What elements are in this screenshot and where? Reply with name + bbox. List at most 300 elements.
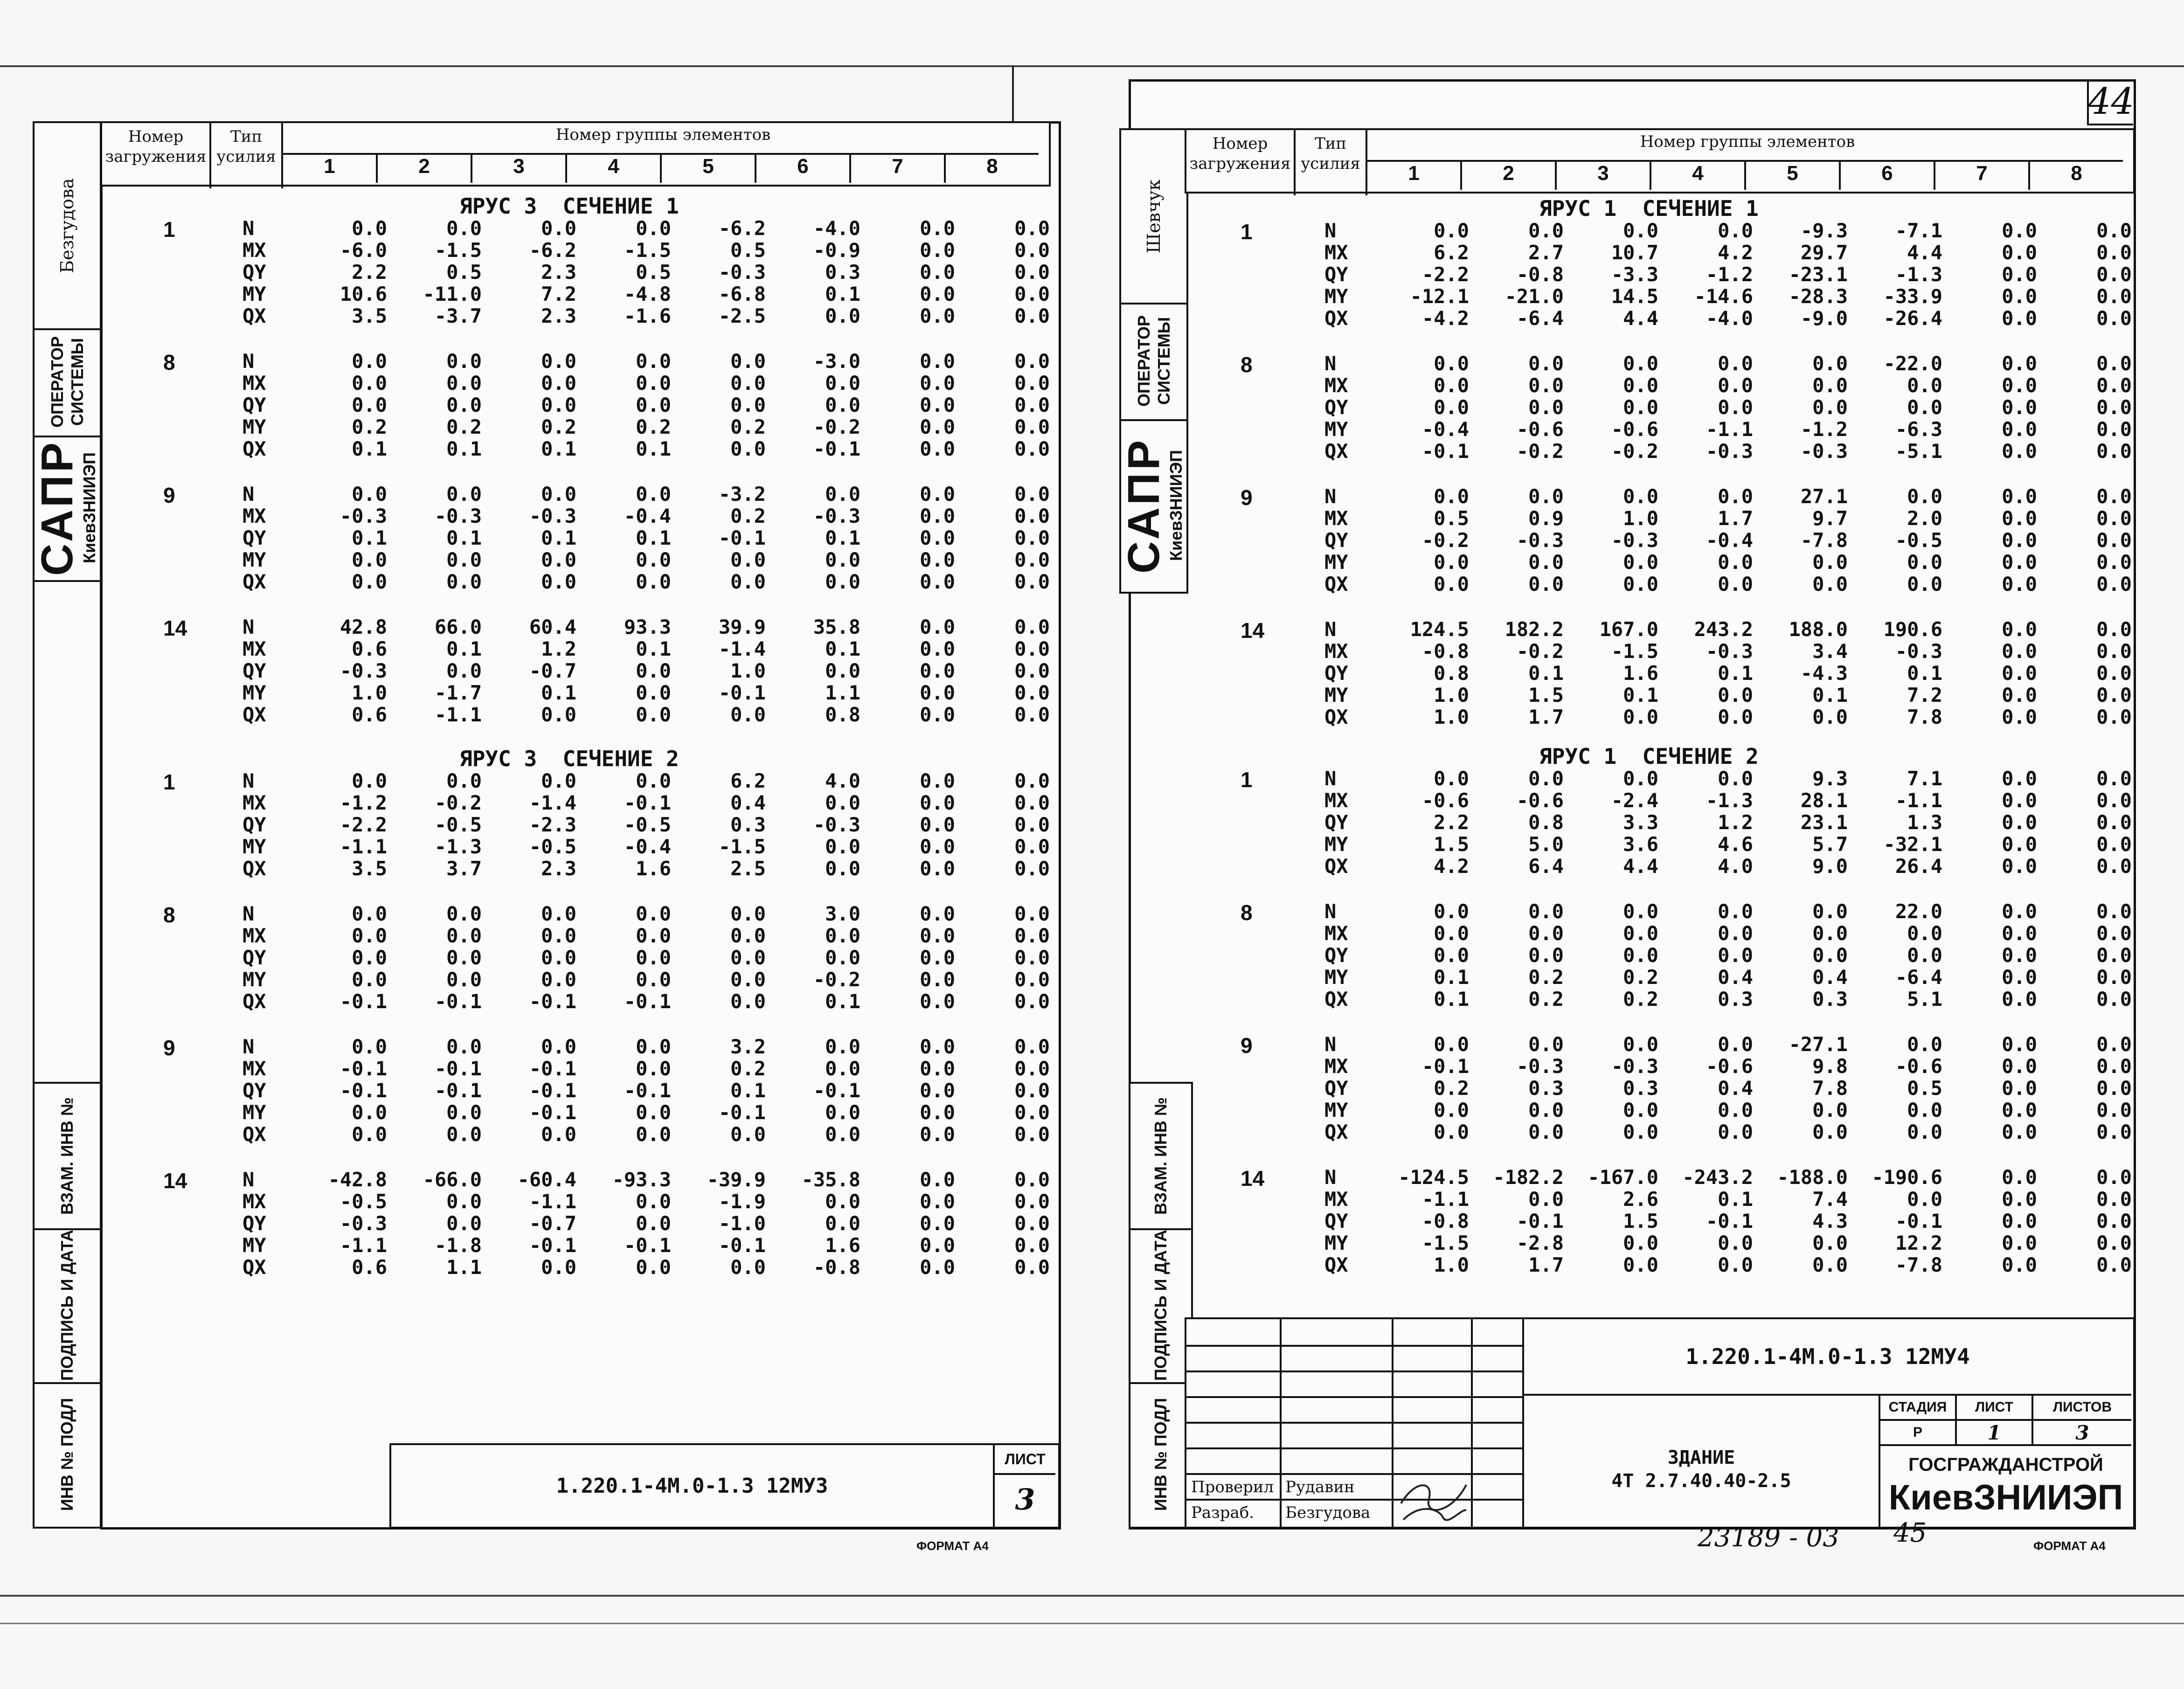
right-value-cell: 0.0 [2002,529,2037,552]
left-value-cell: 2.2 [352,261,387,284]
right-value-cell: 0.0 [1623,396,1658,419]
left-value-cell: 3.5 [352,857,387,880]
left-section-title: ЯРУС 3 СЕЧЕНИЕ 2 [459,746,679,771]
left-force-label: N [243,350,255,373]
left-value-cell: 0.0 [352,394,387,416]
left-value-cell: -0.3 [529,505,576,527]
right-value-cell: 0.3 [1718,988,1753,1011]
right-value-cell: 0.0 [1528,1099,1564,1121]
left-force-label: QX [243,437,266,460]
left-value-cell: 0.0 [352,372,387,395]
left-force-label: MX [243,239,266,262]
right-value-cell: 0.0 [1623,551,1658,574]
sapr-logo [32,439,99,576]
left-value-cell: 0.0 [920,261,955,284]
left-value-cell: 0.0 [920,483,955,505]
left-value-cell: 0.3 [730,813,766,836]
right-force-label: MY [1324,418,1348,441]
right-value-cell: -0.3 [1516,529,1564,552]
right-force-label: QX [1324,988,1348,1011]
right-value-cell: 7.2 [1907,684,1942,706]
left-value-cell: 0.0 [1014,1168,1050,1191]
right-value-cell: -0.8 [1516,263,1564,286]
right-value-cell: 0.0 [1623,706,1658,728]
right-value-cell: 0.1 [1434,988,1469,1011]
right-value-cell: 2.2 [1434,811,1469,834]
right-value-cell: 0.1 [1434,966,1469,989]
tb-grid-h1 [1186,1345,1522,1347]
right-value-cell: -33.9 [1883,285,1942,308]
right-value-cell: 0.0 [1718,1253,1753,1276]
left-value-cell: 0.0 [352,769,387,792]
right-value-cell: 23.1 [1800,811,1848,834]
org-line-2: КиевЗНИИЭП [1888,1478,2123,1517]
left-value-cell: 0.0 [920,857,955,880]
left-value-cell: 0.0 [920,239,955,262]
strip-name-text-r: Шевчук [1144,179,1164,254]
right-value-cell: -7.1 [1895,219,1942,242]
right-section-title: ЯРУС 1 СЕЧЕНИЕ 1 [1539,196,1759,221]
right-value-cell: 0.0 [2096,551,2132,574]
left-force-label: N [243,1035,255,1058]
left-value-cell: 0.1 [825,283,860,305]
left-value-cell: 0.0 [541,1035,576,1058]
right-value-cell: 0.0 [1434,1099,1469,1121]
right-force-label: MY [1324,684,1348,706]
left-value-cell: 0.0 [730,1123,766,1146]
right-value-cell: 0.0 [1528,1033,1564,1056]
left-group-number-6: 6 [756,153,851,183]
header-force-type: Тип усилия [211,123,283,188]
right-value-cell: 1.7 [1528,706,1564,728]
right-value-cell: 0.0 [2096,922,2132,945]
left-value-cell: 0.0 [920,1035,955,1058]
left-value-cell: -0.1 [718,681,766,704]
left-value-cell: 0.0 [920,505,955,527]
org-line-1: ГОСГРАЖДАНСТРОЙ [1908,1454,2103,1475]
right-value-cell: 1.7 [1718,507,1753,530]
right-value-cell: 0.0 [2002,1077,2037,1100]
tb-developed-name: Безгудова [1285,1503,1371,1522]
strip-podpis-text-r: ПОДПИСЬ И ДАТА [1151,1229,1170,1381]
right-value-cell: 0.0 [1718,551,1753,574]
handwritten-page: 45 [1893,1518,1927,1548]
right-value-cell: 6.2 [1434,241,1469,264]
left-value-cell: 0.0 [1014,372,1050,395]
right-value-cell: 0.0 [1528,1188,1564,1211]
left-value-cell: -0.4 [624,835,671,858]
left-force-label: MY [243,1101,266,1124]
right-value-cell: 5.1 [1907,988,1942,1011]
left-load-number: 14 [163,1169,187,1193]
right-value-cell: 0.0 [2096,396,2132,419]
left-value-cell: -60.4 [517,1168,576,1191]
left-value-cell: 0.0 [920,350,955,373]
right-value-cell: -167.0 [1588,1166,1658,1189]
right-value-cell: 0.0 [1434,374,1469,397]
left-value-cell: -0.1 [340,1057,387,1080]
right-value-cell: 2.0 [1907,507,1942,530]
left-value-cell: 3.2 [730,1035,766,1058]
right-value-cell: -0.1 [1421,440,1469,463]
right-value-cell: 0.0 [2002,241,2037,264]
tb-grid-h6 [1186,1473,1522,1475]
strip-cell-sapr-r [1121,419,1186,592]
right-value-cell: -6.3 [1895,418,1942,441]
left-value-cell: 0.2 [541,415,576,438]
stage-value: Р [1880,1421,1957,1446]
scan-edge-bottom-2 [0,1623,2184,1624]
left-value-cell: -1.5 [718,835,766,858]
left-value-cell: 0.0 [541,703,576,726]
strip-operator-text: ОПЕРАТОР СИСТЕМЫ [47,336,87,428]
right-value-cell: 1.0 [1434,1253,1469,1276]
right-value-cell: 27.1 [1800,485,1848,508]
left-value-cell: 1.0 [352,681,387,704]
left-value-cell: 0.0 [920,946,955,969]
left-value-cell: 0.0 [636,372,671,395]
right-value-cell: 6.4 [1528,855,1564,878]
left-value-cell: 0.0 [446,350,482,373]
right-value-cell: 0.0 [2096,485,2132,508]
right-value-cell: 0.0 [2096,662,2132,685]
signature-mark [1396,1475,1471,1524]
left-value-cell: 0.0 [636,902,671,925]
left-value-cell: 0.0 [920,902,955,925]
left-value-cell: 0.0 [920,703,955,726]
right-value-cell: 0.0 [1907,944,1942,967]
right-value-cell: 0.8 [1434,662,1469,685]
right-value-cell: 0.0 [1623,922,1658,945]
right-value-cell: 0.0 [2002,640,2037,663]
right-value-cell: 1.5 [1434,833,1469,856]
right-group-number-4: 4 [1651,160,1746,190]
right-value-cell: 0.0 [2002,285,2037,308]
right-doc-code: 1.220.1-4М.0-1.3 12МУ4 [1524,1319,2131,1396]
right-value-cell: 0.0 [2002,485,2037,508]
left-value-cell: 0.0 [825,570,860,593]
right-value-cell: 0.0 [1623,767,1658,790]
right-value-cell: 0.0 [2096,988,2132,1011]
sheets-value: 3 [2033,1421,2131,1446]
right-value-cell: 0.0 [2096,789,2132,812]
left-value-cell: 0.0 [1014,681,1050,704]
left-title-block [389,1443,1060,1529]
left-value-cell: -0.1 [529,1079,576,1102]
left-value-cell: 35.8 [813,616,860,638]
right-load-number: 8 [1241,900,1253,925]
right-value-cell: 0.0 [1528,573,1564,595]
right-value-cell: 0.2 [1434,1077,1469,1100]
left-value-cell: 0.0 [920,791,955,814]
left-group-number-2: 2 [378,153,472,183]
left-value-cell: -3.0 [813,350,860,373]
right-value-cell: 0.0 [1812,1099,1848,1121]
header-load-no: Номер загружения [102,123,211,188]
right-value-cell: 0.0 [1623,219,1658,242]
left-value-cell: -0.5 [434,813,482,836]
left-value-cell: 0.0 [541,968,576,991]
left-value-cell: 0.0 [920,283,955,305]
right-value-cell: 0.0 [2096,440,2132,463]
left-value-cell: 0.0 [1014,1123,1050,1146]
left-value-cell: 0.0 [1014,394,1050,416]
right-force-label: N [1324,485,1337,508]
left-value-cell: -0.1 [718,1101,766,1124]
right-value-cell: 0.0 [2002,1210,2037,1232]
right-force-label: QY [1324,1077,1348,1100]
right-value-cell: -0.2 [1611,440,1658,463]
right-force-label: QY [1324,662,1348,685]
right-value-cell: 0.0 [2002,944,2037,967]
left-format: ФОРМАТ А4 [916,1539,989,1553]
right-value-cell: 0.0 [2096,811,2132,834]
left-value-cell: 0.0 [352,1101,387,1124]
left-value-cell: 0.0 [446,924,482,947]
left-value-cell: -2.5 [718,305,766,327]
right-value-cell: 14.5 [1611,285,1658,308]
left-value-cell: -0.1 [718,526,766,549]
left-value-cell: 0.0 [352,924,387,947]
left-value-cell: 0.1 [636,526,671,549]
left-value-cell: 3.7 [446,857,482,880]
right-value-cell: -21.0 [1505,285,1564,308]
left-value-cell: 0.0 [920,813,955,836]
right-value-cell: 0.0 [1718,900,1753,923]
left-force-label: N [243,1168,255,1191]
right-value-cell: 4.4 [1623,307,1658,330]
right-value-cell: 7.4 [1812,1188,1848,1211]
left-value-cell: 0.1 [825,526,860,549]
tb-grid-h4 [1186,1422,1522,1424]
left-value-cell: 0.1 [541,681,576,704]
left-force-label: QX [243,857,266,880]
left-value-cell: -1.1 [434,703,482,726]
right-value-cell: 0.0 [1434,485,1469,508]
left-table-header [100,121,1051,187]
right-value-cell: 0.0 [1907,485,1942,508]
left-value-cell: -0.2 [813,968,860,991]
right-value-cell: -0.8 [1421,1210,1469,1232]
right-value-cell: 0.0 [2002,966,2037,989]
left-force-label: QX [243,703,266,726]
right-page-corner: 44 [2087,79,2133,125]
left-value-cell: 0.0 [446,570,482,593]
sapr-subtitle: КиевЗНИИЭП [80,452,99,564]
tb-grid-h3 [1186,1396,1522,1398]
left-value-cell: -3.7 [434,305,482,327]
right-load-number: 1 [1241,220,1253,244]
left-value-cell: -0.5 [340,1190,387,1213]
left-value-cell: 0.0 [920,570,955,593]
left-value-cell: -39.9 [707,1168,766,1191]
left-sheet-top-divider [1012,65,1014,121]
right-value-cell: 9.8 [1812,1055,1848,1078]
right-value-cell: 0.0 [1623,944,1658,967]
right-value-cell: 0.0 [2096,855,2132,878]
right-force-label: QX [1324,1121,1348,1143]
right-value-cell: 0.0 [2002,418,2037,441]
right-value-cell: 0.0 [1718,396,1753,419]
right-value-cell: 0.0 [2002,833,2037,856]
left-value-cell: -0.3 [718,261,766,284]
right-value-cell: 182.2 [1505,618,1564,641]
right-value-cell: -0.3 [1800,440,1848,463]
left-value-cell: -4.8 [624,283,671,305]
right-value-cell: 0.0 [1434,767,1469,790]
left-value-cell: -1.3 [434,835,482,858]
left-value-cell: -11.0 [423,283,482,305]
right-value-cell: 0.0 [2002,1055,2037,1078]
left-value-cell: 0.0 [541,350,576,373]
left-value-cell: 0.0 [446,1190,482,1213]
right-force-label: MY [1324,1232,1348,1254]
right-value-cell: -14.6 [1694,285,1753,308]
left-value-cell: 1.0 [730,659,766,682]
left-value-cell: 0.0 [825,548,860,571]
right-value-cell: 0.0 [1528,944,1564,967]
left-value-cell: 0.0 [446,968,482,991]
right-value-cell: -6.4 [1895,966,1942,989]
right-value-cell: -0.3 [1706,640,1753,663]
left-value-cell: -0.1 [340,1079,387,1102]
right-value-cell: 0.0 [1907,396,1942,419]
left-value-cell: 0.1 [541,437,576,460]
right-force-label: MX [1324,1188,1348,1211]
right-value-cell: 0.2 [1623,988,1658,1011]
left-value-cell: -0.1 [434,1057,482,1080]
left-value-cell: 0.0 [541,946,576,969]
right-value-cell: -27.1 [1789,1033,1848,1056]
right-value-cell: 0.0 [1528,922,1564,945]
right-value-cell: 0.0 [1623,1099,1658,1121]
right-value-cell: 0.0 [1718,485,1753,508]
left-value-cell: 0.0 [1014,902,1050,925]
right-value-cell: 0.0 [1623,352,1658,375]
right-value-cell: 9.3 [1812,767,1848,790]
right-value-cell: -0.6 [1421,789,1469,812]
left-value-cell: 0.0 [1014,505,1050,527]
left-group-number-1: 1 [283,153,378,183]
right-value-cell: -4.0 [1706,307,1753,330]
right-value-cell: 188.0 [1789,618,1848,641]
left-value-cell: 0.0 [825,1101,860,1124]
tb-developed-label: Разраб. [1191,1503,1255,1522]
left-load-number: 8 [163,350,175,374]
left-value-cell: 39.9 [718,616,766,638]
right-value-cell: -22.0 [1883,352,1942,375]
right-value-cell: 0.0 [2096,263,2132,286]
left-value-cell: 0.0 [920,1057,955,1080]
left-value-cell: -0.3 [434,505,482,527]
left-value-cell: 0.0 [825,659,860,682]
left-value-cell: 0.0 [1014,835,1050,858]
right-value-cell: -1.1 [1895,789,1942,812]
left-value-cell: 1.1 [825,681,860,704]
right-value-cell: 5.7 [1812,833,1848,856]
left-value-cell: 0.0 [920,769,955,792]
right-force-label: QY [1324,396,1348,419]
right-value-cell: 0.0 [1434,573,1469,595]
left-value-cell: 0.0 [730,968,766,991]
left-force-label: QY [243,813,266,836]
left-value-cell: 0.0 [636,217,671,240]
left-value-cell: -0.1 [624,1234,671,1257]
right-value-cell: 1.5 [1528,684,1564,706]
right-value-cell: 0.0 [1434,551,1469,574]
left-force-label: QX [243,570,266,593]
right-value-cell: -0.3 [1895,640,1942,663]
left-value-cell: -0.1 [718,1234,766,1257]
right-value-cell: 0.0 [2096,307,2132,330]
right-value-cell: 0.0 [1718,1099,1753,1121]
right-force-label: MX [1324,374,1348,397]
left-value-cell: 0.0 [825,483,860,505]
left-value-cell: 0.0 [541,217,576,240]
left-value-cell: 0.0 [352,1123,387,1146]
left-load-number: 9 [163,483,175,507]
left-value-cell: 0.0 [920,437,955,460]
left-value-cell: 0.2 [446,415,482,438]
right-value-cell: 0.0 [1434,900,1469,923]
left-value-cell: 0.0 [730,990,766,1013]
right-value-cell: -0.4 [1706,529,1753,552]
strip-cell-podpis [35,1228,100,1384]
right-value-cell: 0.0 [2096,1121,2132,1143]
right-value-cell: 0.0 [2096,507,2132,530]
left-value-cell: 0.0 [541,1256,576,1279]
left-value-cell: 0.0 [920,659,955,682]
left-value-cell: 0.0 [446,902,482,925]
left-value-cell: 0.0 [825,1212,860,1235]
left-value-cell: -0.7 [529,659,576,682]
left-value-cell: 0.0 [1014,924,1050,947]
right-value-cell: -188.0 [1777,1166,1848,1189]
left-value-cell: -6.0 [340,239,387,262]
left-value-cell: 0.0 [825,1190,860,1213]
left-value-cell: 1.6 [825,1234,860,1257]
right-format: ФОРМАТ А4 [2033,1539,2106,1553]
right-value-cell: 0.0 [1812,1253,1848,1276]
right-value-cell: 0.4 [1718,1077,1753,1100]
left-value-cell: 0.6 [352,1256,387,1279]
left-value-cell: 0.1 [730,1079,766,1102]
right-value-cell: 0.4 [1812,966,1848,989]
right-group-number-1: 1 [1367,160,1462,190]
right-group-number-2: 2 [1462,160,1557,190]
right-value-cell: 0.0 [2096,1077,2132,1100]
left-value-cell: -1.2 [340,791,387,814]
right-value-cell: 0.0 [2096,219,2132,242]
right-value-cell: -243.2 [1682,1166,1753,1189]
left-value-cell: 0.0 [730,372,766,395]
left-force-label: MY [243,283,266,305]
left-value-cell: 0.2 [352,415,387,438]
right-value-cell: 0.2 [1528,966,1564,989]
left-value-cell: -0.1 [624,1079,671,1102]
left-force-label: MY [243,548,266,571]
right-value-cell: -0.3 [1611,1055,1658,1078]
left-value-cell: 0.0 [1014,1057,1050,1080]
right-value-cell: 5.0 [1528,833,1564,856]
left-value-cell: 2.3 [541,305,576,327]
right-value-cell: -0.1 [1421,1055,1469,1078]
right-value-cell: -12.1 [1410,285,1469,308]
right-force-label: N [1324,1166,1337,1189]
left-value-cell: 0.0 [352,968,387,991]
right-group-number-8: 8 [2030,160,2123,190]
right-value-cell: 0.0 [2002,900,2037,923]
